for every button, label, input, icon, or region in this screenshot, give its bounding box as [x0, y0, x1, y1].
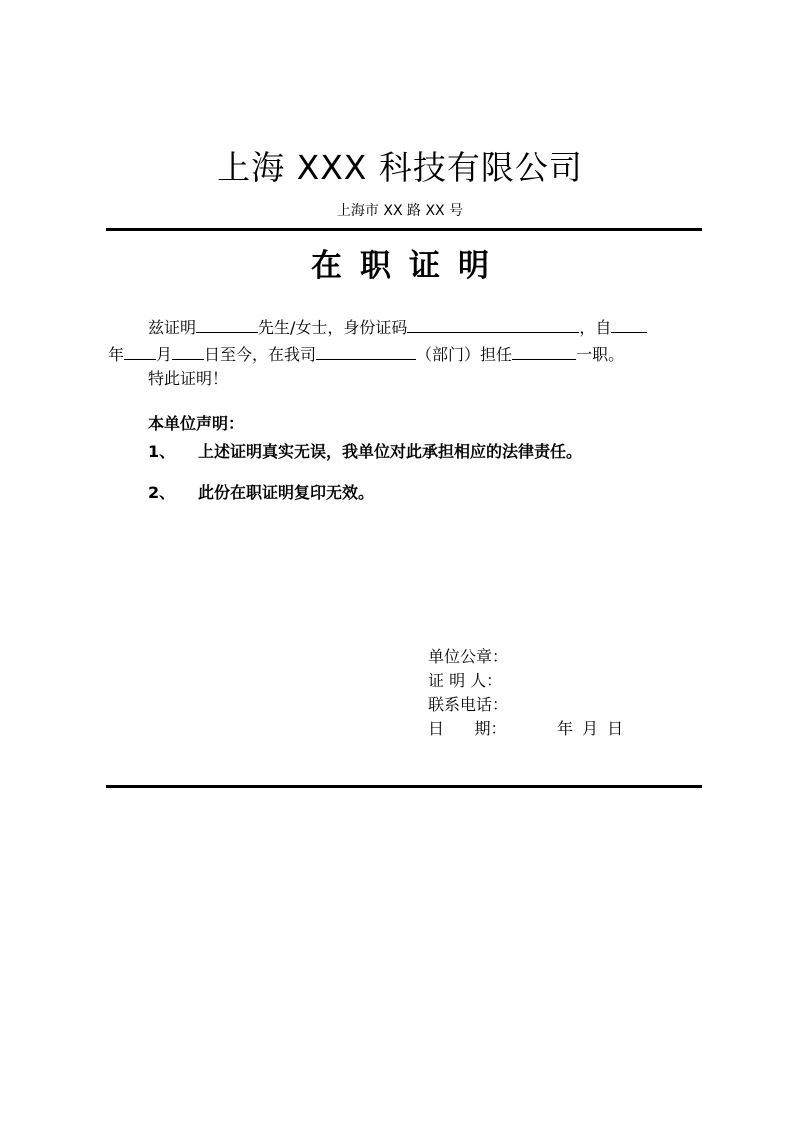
phone-label: 联系电话：	[428, 695, 509, 714]
body-line-3: 特此证明！	[148, 369, 229, 388]
seal-label: 单位公章：	[428, 647, 509, 666]
declaration-heading: 本单位声明：	[148, 414, 245, 433]
start-month-blank	[172, 343, 204, 360]
company-address: 上海市 XX 路 XX 号	[336, 203, 464, 219]
body-text: 月	[156, 345, 173, 364]
document-title: 在职证明	[311, 248, 507, 284]
company-name: 上海 XXX 科技有限公司	[217, 148, 583, 187]
date-label: 日 期：	[428, 719, 507, 738]
body-text: 一职。	[576, 345, 625, 364]
declaration-item-text: 此份在职证明复印无效。	[198, 483, 375, 502]
body-text: 兹证明	[148, 318, 197, 337]
body-line-1	[148, 316, 647, 339]
body-text: 日至今，在我司	[204, 345, 317, 364]
body-text: 年	[108, 345, 125, 364]
id-number-blank	[407, 316, 579, 333]
body-text: 先生/女士，身份证码	[258, 318, 408, 337]
body-text: ，自	[579, 318, 612, 337]
declaration-item-text: 上述证明真实无误，我单位对此承担相应的法律责任。	[198, 442, 583, 461]
body-text: （部门）担任	[416, 345, 513, 364]
department-blank	[316, 343, 416, 360]
declaration-item-number: 2、	[148, 483, 176, 502]
start-year-blank-cont	[124, 343, 156, 360]
start-year-blank	[611, 316, 647, 333]
certifier-label: 证 明 人：	[428, 671, 503, 690]
header-divider	[106, 228, 702, 231]
body-line-2	[108, 343, 624, 366]
declaration-item-number: 1、	[148, 442, 176, 461]
date-value: 年 月 日	[557, 719, 624, 738]
footer-divider	[106, 785, 702, 788]
name-blank	[196, 316, 258, 333]
position-blank	[512, 343, 576, 360]
